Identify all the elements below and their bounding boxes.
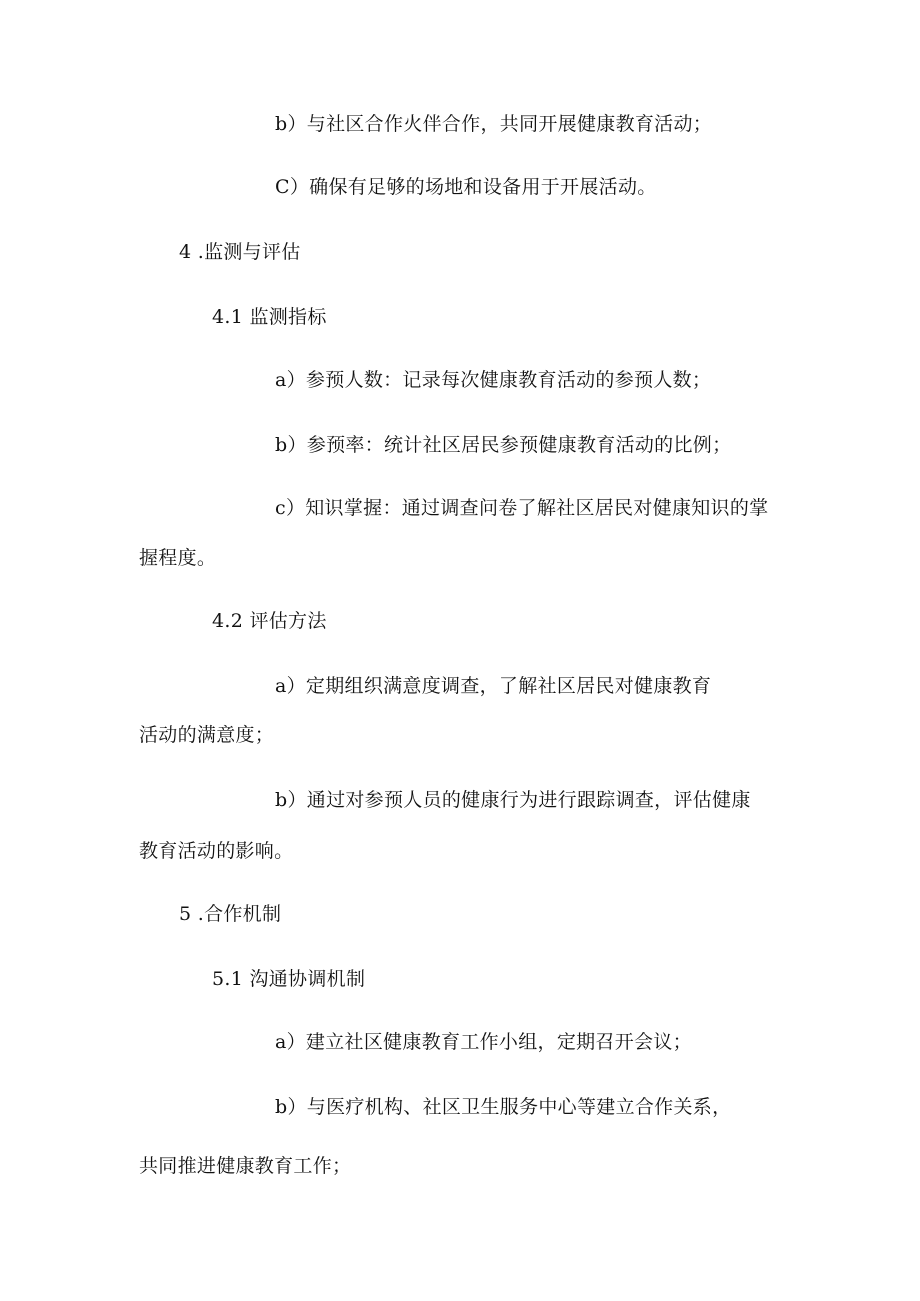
subsection-heading-indicators: 4.1 监测指标	[212, 306, 327, 328]
list-item-a-survey-continued: 活动的满意度；	[139, 724, 275, 746]
list-item-b-partners: b）与医疗机构、社区卫生服务中心等建立合作关系，	[275, 1096, 732, 1118]
section-heading-monitoring: 4 .监测与评估	[179, 241, 301, 263]
list-item-a-workgroup: a）建立社区健康教育工作小组，定期召开会议；	[275, 1031, 692, 1053]
section-heading-cooperation: 5 .合作机制	[179, 903, 282, 925]
subsection-heading-methods: 4.2 评估方法	[212, 610, 327, 632]
list-item-c-knowledge-continued: 握程度。	[139, 547, 217, 569]
list-item-b-partners-continued: 共同推进健康教育工作；	[139, 1155, 352, 1177]
list-item-b-rate: b）参预率：统计社区居民参预健康教育活动的比例；	[275, 434, 732, 456]
list-item-c-venue: C）确保有足够的场地和设备用于开展活动。	[275, 176, 657, 198]
list-item-b-tracking: b）通过对参预人员的健康行为进行跟踪调查，评估健康	[275, 789, 751, 811]
list-item-b-tracking-continued: 教育活动的影响。	[139, 840, 294, 862]
list-item-c-knowledge: c）知识掌握：通过调查问卷了解社区居民对健康知识的掌	[275, 497, 769, 519]
list-item-a-participants: a）参预人数：记录每次健康教育活动的参预人数；	[275, 369, 712, 391]
list-item-b-cooperation: b）与社区合作火伴合作，共同开展健康教育活动；	[275, 113, 713, 135]
list-item-a-survey: a）定期组织满意度调查，了解社区居民对健康教育	[275, 675, 712, 697]
subsection-heading-communication: 5.1 沟通协调机制	[212, 968, 366, 990]
